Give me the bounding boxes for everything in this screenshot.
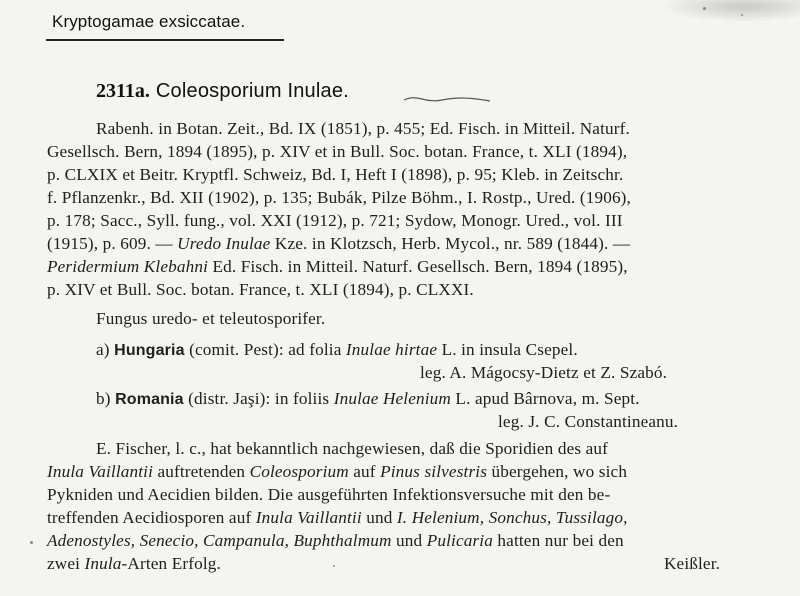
note-text: zwei	[47, 554, 85, 573]
header-underline	[46, 39, 284, 41]
specimen-b-locality	[96, 388, 640, 411]
citation-text: (1915), p. 609. —	[47, 234, 178, 253]
note-text: treffenden Aecidiosporen auf	[47, 508, 256, 527]
taxon-name: Coleosporium	[249, 462, 349, 481]
fungus-description: Fungus uredo- et teleutosporifer.	[96, 309, 326, 328]
dust-speck	[703, 7, 706, 10]
specimen-location: (distr. Jaşi): in foliis	[183, 389, 334, 408]
synonym-uredo: Uredo Inulae	[177, 234, 271, 253]
synonym-peridermium: Peridermium Klebahni	[47, 257, 209, 276]
series-header: Kryptogamae exsiccatae.	[52, 12, 246, 31]
taxon-name: Inula Vaillantii	[255, 508, 362, 527]
author-signature: Keißler.	[664, 554, 721, 573]
note-line-3: Pykniden und Aecidien bilden. Die ausgeführten Infektionsversuche mit den be-	[47, 485, 611, 504]
entry-title	[96, 80, 349, 103]
citation-line-5: p. 178; Sacc., Syll. fung., vol. XXI (1912), p. 721; Sydow, Monogr. Ured., vol. III	[47, 211, 623, 230]
dust-speck	[741, 14, 743, 16]
note-text: auf	[348, 462, 381, 481]
specimen-host: Inulae hirtae	[345, 340, 438, 359]
citation-text: Kze. in Klotzsch, Herb. Mycol., nr. 589 (1844). —	[270, 234, 631, 253]
taxon-name: Pinus silvestris	[380, 462, 488, 481]
citation-line-7	[47, 256, 628, 278]
taxon-name: Inula Vaillantii	[47, 462, 154, 481]
specimen-host: Inulae Helenium	[333, 389, 451, 408]
taxon-name: Adenostyles, Senecio, Campanula, Buphthalmum	[47, 531, 392, 550]
specimen-location: (comit. Pest): ad folia	[184, 340, 346, 359]
specimen-location-rest: L. apud Bârnova, m. Sept.	[450, 389, 640, 408]
citation-text: Ed. Fisch. in Mitteil. Naturf. Gesellsch. Bern, 1894 (1895),	[208, 257, 628, 276]
specimen-country: Hungaria	[114, 342, 185, 359]
citation-line-2: Gesellsch. Bern, 1894 (1895), p. XIV et in Bull. Soc. botan. France, t. XLI (1894),	[47, 142, 628, 161]
pencil-mark	[402, 92, 492, 106]
citation-line-6	[47, 233, 630, 255]
note-text: und	[391, 531, 427, 550]
entry-number: 2311a.	[96, 80, 150, 102]
note-text: übergehen, wo sich	[487, 462, 628, 481]
citation-line-4: f. Pflanzenkr., Bd. XII (1902), p. 135; Bubák, Pilze Böhm., I. Rostp., Ured. (1906),	[47, 188, 632, 207]
species-name: Coleosporium Inulae.	[155, 80, 349, 102]
dust-speck	[30, 541, 33, 544]
specimen-marker: b)	[96, 389, 116, 408]
specimen-location-rest: L. in insula Csepel.	[437, 340, 578, 359]
note-line-4	[47, 507, 628, 529]
citation-line-3: p. CLXIX et Beitr. Kryptfl. Schweiz, Bd. I, Heft I (1898), p. 95; Kleb. in Zeitschr.	[47, 165, 624, 184]
note-line-1: E. Fischer, l. c., hat bekanntlich nachgewiesen, daß die Sporidien des auf	[96, 439, 609, 458]
note-text: auftretenden	[153, 462, 250, 481]
specimen-a-collector: leg. A. Mágocsy-Dietz et Z. Szabó.	[420, 363, 668, 382]
citation-line-8: p. XIV et Bull. Soc. botan. France, t. XLI (1894), p. CLXXI.	[47, 280, 474, 299]
specimen-country: Romania	[115, 391, 184, 408]
note-line-6	[47, 553, 221, 575]
dust-speck	[333, 565, 335, 567]
citation-line-1: Rabenh. in Botan. Zeit., Bd. IX (1851), p. 455; Ed. Fisch. in Mitteil. Naturf.	[96, 119, 630, 138]
taxon-name: Pulicaria	[426, 531, 493, 550]
taxon-name: I. Helenium, Sonchus, Tussilago,	[396, 508, 628, 527]
note-line-2	[47, 461, 627, 483]
paper-smudge	[660, 0, 800, 22]
note-text: -Arten Erfolg.	[121, 554, 221, 573]
note-line-5	[47, 530, 624, 552]
taxon-name: Inula	[84, 554, 122, 573]
specimen-a-locality	[96, 339, 578, 362]
specimen-marker: a)	[96, 340, 115, 359]
note-text: und	[361, 508, 397, 527]
note-text: hatten nur bei den	[492, 531, 624, 550]
specimen-b-collector: leg. J. C. Constantineanu.	[498, 412, 679, 431]
